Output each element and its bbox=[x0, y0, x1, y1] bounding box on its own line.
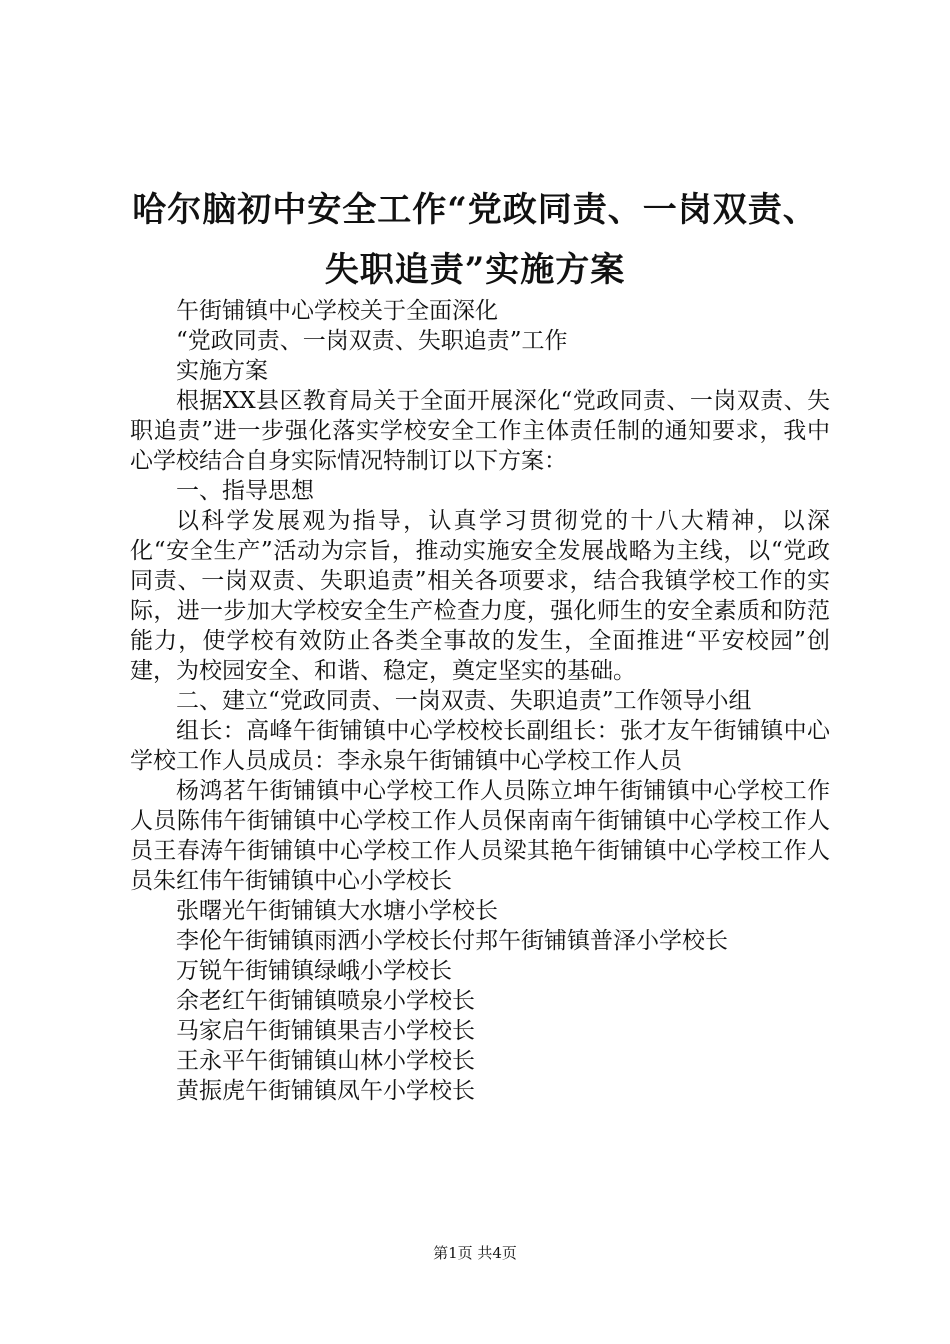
document-title bbox=[110, 180, 840, 300]
title-line-2: 失职追责”实施方案 bbox=[324, 250, 626, 290]
section-heading-1: 一、指导思想 bbox=[176, 478, 314, 504]
section-heading-2: 二、建立“党政同责、一岗双责、失职追责”工作领导小组 bbox=[176, 688, 752, 714]
title-line-1: 哈尔脑初中安全工作“党政同责、一岗双责、 bbox=[132, 190, 818, 230]
member-line: 万锐午街铺镇绿峨小学校长 bbox=[176, 958, 452, 984]
member-line: 张曙光午街铺镇大水塘小学校长 bbox=[176, 898, 498, 924]
members-paragraph: 杨鸿茗午街铺镇中心学校工作人员陈立坤午街铺镇中心学校工作人员陈伟午街铺镇中心学校工作人员保南南午街铺镇中心学校工作人员王春涛午街铺镇中心学校工作人员梁其艳午街铺镇中心学校工作人员朱红伟午街铺镇中心小学校长 bbox=[130, 778, 830, 894]
page-footer: 第1页 共4页 bbox=[433, 1244, 517, 1262]
subtitle-line-3: 实施方案 bbox=[176, 358, 268, 384]
subtitle-line-2: “党政同责、一岗双责、失职追责”工作 bbox=[176, 328, 568, 354]
guiding-thought-paragraph: 以科学发展观为指导，认真学习贯彻党的十八大精神，以深化“安全生产”活动为宗旨，推动实施安全发展战略为主线，以“党政同责、一岗双责、失职追责”相关各项要求，结合我镇学校工作的实际，进一步加大学校安全生产检查力度，强化师生的安全素质和防范能力，使学校有效防止各类全事故的发生，全面推进“平安校园”创建，为校园安全、和谐、稳定，奠定坚实的基础。 bbox=[130, 508, 830, 684]
member-line: 余老红午街铺镇喷泉小学校长 bbox=[176, 988, 475, 1014]
member-line: 马家启午街铺镇果吉小学校长 bbox=[176, 1018, 475, 1044]
member-line: 李伦午街铺镇雨洒小学校长付邦午街铺镇普泽小学校长 bbox=[176, 928, 728, 954]
leader-paragraph: 组长：高峰午街铺镇中心学校校长副组长：张才友午街铺镇中心学校工作人员成员：李永泉午街铺镇中心学校工作人员 bbox=[130, 718, 830, 774]
intro-paragraph: 根据XX县区教育局关于全面开展深化“党政同责、一岗双责、失职追责”进一步强化落实学校安全工作主体责任制的通知要求，我中心学校结合自身实际情况特制订以下方案： bbox=[130, 388, 830, 474]
document-body bbox=[130, 296, 830, 1106]
subtitle-line-1: 午街铺镇中心学校关于全面深化 bbox=[176, 298, 498, 324]
member-line: 黄振虎午街铺镇凤午小学校长 bbox=[176, 1078, 475, 1104]
member-line: 王永平午街铺镇山林小学校长 bbox=[176, 1048, 475, 1074]
